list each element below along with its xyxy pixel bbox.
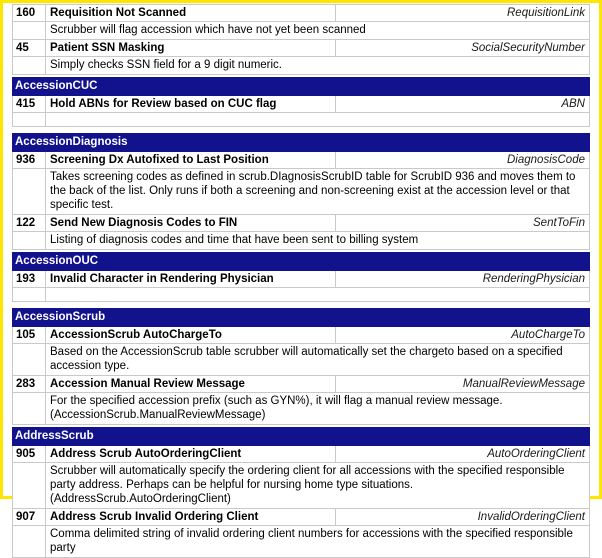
rule-row-415 [12,96,590,113]
rule-id: 122 [12,215,45,231]
scrub-rules-document [3,3,590,558]
rule-id-spacer [12,526,45,557]
table-group-accession-cuc [12,77,590,127]
rule-description-row [12,22,590,40]
rule-row-193 [12,271,590,288]
rule-description: For the specified accession prefix (such as GYN%), it will flag a manual review message. (AccessionScrub.ManualReviewMessage) [45,393,589,424]
rule-id: 105 [12,327,45,343]
rule-field-name: RequisitionLink [335,5,589,21]
rule-title: AccessionScrub AutoChargeTo [45,327,335,343]
empty-cell [45,288,589,301]
section-header-accession-diagnosis [12,133,590,152]
rule-title: Address Scrub AutoOrderingClient [45,446,335,462]
section-title: AccessionScrub [15,311,106,323]
rule-field-name: AutoChargeTo [335,327,589,343]
section-header-address-scrub [12,427,590,446]
rule-field-name: SentToFin [335,215,589,231]
empty-row [12,288,590,302]
rule-id-spacer [12,463,45,508]
table-group-accession-scrub [12,308,590,425]
table-group-address-scrub [12,427,590,558]
section-header-accession-ouc [12,252,590,271]
rule-description-row [12,169,590,215]
table-group-top [12,4,590,75]
rule-description-row [12,344,590,376]
empty-cell [45,113,589,126]
rule-description-row [12,393,590,425]
rule-title: Invalid Character in Rendering Physician [45,271,335,287]
table-group-accession-diagnosis [12,133,590,250]
rule-description: Comma delimited string of invalid ordering client numbers for accessions with the specified responsible party [45,526,589,557]
rule-row-907 [12,509,590,526]
rule-description: Listing of diagnosis codes and time that have been sent to billing system [45,232,589,249]
rule-description: Simply checks SSN field for a 9 digit numeric. [45,57,589,74]
rule-field-name: SocialSecurityNumber [335,40,589,56]
rule-id-spacer [12,169,45,214]
empty-row [12,113,590,127]
rule-id: 936 [12,152,45,168]
rule-description-row [12,232,590,250]
rule-row-283 [12,376,590,393]
rule-field-name: AutoOrderingClient [335,446,589,462]
rule-id: 283 [12,376,45,392]
section-title: AddressScrub [15,430,94,442]
rule-description-row-clipped [12,526,590,558]
rule-id: 193 [12,271,45,287]
rule-field-name: RenderingPhysician [335,271,589,287]
rule-id-spacer [12,232,45,249]
rule-description-row [12,463,590,509]
rule-field-name: DiagnosisCode [335,152,589,168]
section-title: AccessionCUC [15,80,98,92]
rule-field-name: ABN [335,96,589,112]
rule-id-spacer [12,344,45,375]
section-header-accession-cuc [12,77,590,96]
section-header-accession-scrub [12,308,590,327]
rule-title: Address Scrub Invalid Ordering Client [45,509,335,525]
rule-title: Screening Dx Autofixed to Last Position [45,152,335,168]
rule-description-row [12,57,590,75]
rule-title: Patient SSN Masking [45,40,335,56]
rule-id-spacer [12,393,45,424]
rule-description: Based on the AccessionScrub table scrubber will automatically set the chargeto based on a specified accession type. [45,344,589,375]
rule-title: Requisition Not Scanned [45,5,335,21]
rule-id-spacer [12,113,45,126]
rule-description: Scrubber will flag accession which have not yet been scanned [45,22,589,39]
rule-title: Accession Manual Review Message [45,376,335,392]
rule-id-spacer [12,57,45,74]
rule-row-905 [12,446,590,463]
rule-row-45 [12,40,590,57]
rule-row-122 [12,215,590,232]
rule-id-spacer [12,288,45,301]
rule-id: 907 [12,509,45,525]
rule-field-name: ManualReviewMessage [335,376,589,392]
table-group-accession-ouc [12,252,590,302]
rule-id: 415 [12,96,45,112]
rule-description: Takes screening codes as defined in scrub.DIagnosisScrubID table for ScrubID 936 and moves them to the back of the list. Only runs if both a screening and non-screening exist at the accession level or that specific test. [45,169,589,214]
rule-row-936 [12,152,590,169]
section-title: AccessionOUC [15,255,99,267]
rule-id: 905 [12,446,45,462]
rule-id: 45 [12,40,45,56]
rule-row-105 [12,327,590,344]
section-title: AccessionDiagnosis [15,136,128,148]
rule-title: Send New Diagnosis Codes to FIN [45,215,335,231]
rule-description: Scrubber will automatically specify the ordering client for all accessions with the specified responsible party address. Perhaps can be helpful for nursing home type situations. (AddressScrub.AutoOrderingClient) [45,463,589,508]
rule-row-160 [12,5,590,22]
rule-field-name: InvalidOrderingClient [335,509,589,525]
rule-id: 160 [12,5,45,21]
rule-title: Hold ABNs for Review based on CUC flag [45,96,335,112]
rule-id-spacer [12,22,45,39]
